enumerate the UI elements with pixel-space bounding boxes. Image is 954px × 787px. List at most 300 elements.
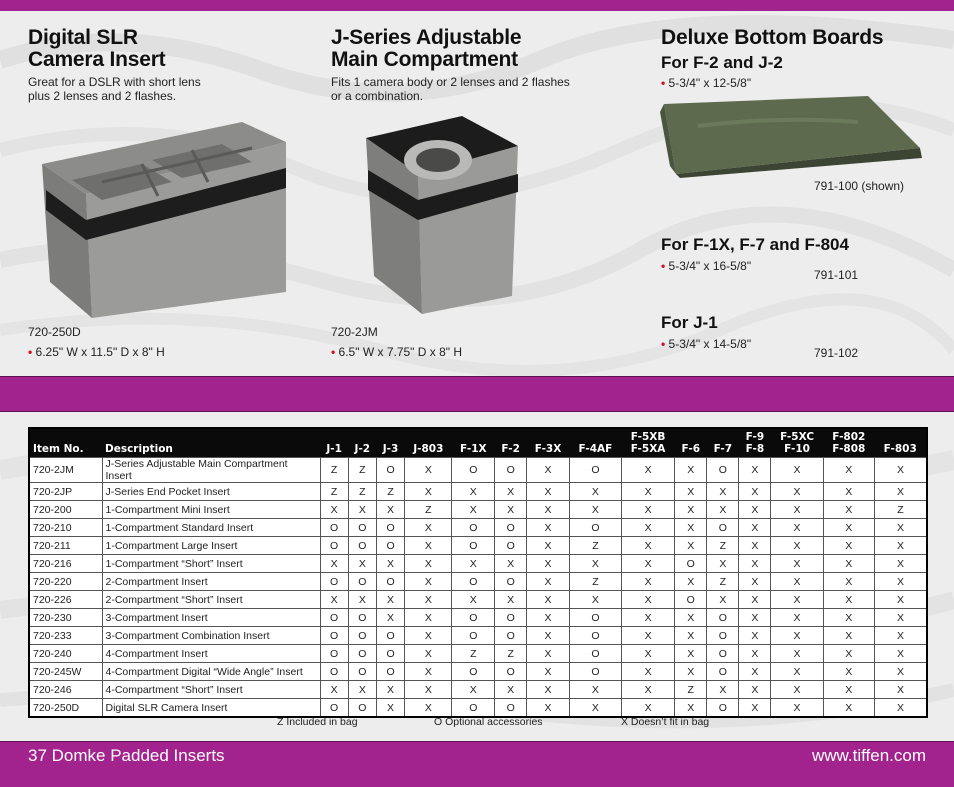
description-cell: 1-Compartment Standard Insert xyxy=(102,519,320,537)
fit-cell: X xyxy=(874,483,927,501)
fit-cell: X xyxy=(823,555,874,573)
fit-cell: X xyxy=(739,609,771,627)
fit-cell: X xyxy=(771,627,823,645)
fit-cell: X xyxy=(675,663,707,681)
description-cell: 3-Compartment Insert xyxy=(102,609,320,627)
boards-j1-code: 791-102 xyxy=(814,346,859,360)
fit-cell: X xyxy=(874,537,927,555)
item-number-cell: 720-233 xyxy=(29,627,102,645)
column-header: F-802 F-808 xyxy=(832,431,866,455)
fit-cell: X xyxy=(707,555,739,573)
fit-cell: O xyxy=(348,663,376,681)
fit-cell: O xyxy=(376,663,404,681)
fit-cell: X xyxy=(823,645,874,663)
fit-cell: O xyxy=(452,699,495,718)
fit-cell: O xyxy=(495,573,527,591)
fit-cell: X xyxy=(771,555,823,573)
fit-cell: X xyxy=(569,591,621,609)
fit-cell: X xyxy=(771,699,823,718)
fit-cell: X xyxy=(621,537,674,555)
fit-cell: O xyxy=(707,699,739,718)
column-header: F-7 xyxy=(713,443,733,455)
fit-cell: O xyxy=(707,645,739,663)
fit-cell: X xyxy=(621,627,674,645)
fit-cell: X xyxy=(874,681,927,699)
fit-cell: X xyxy=(675,627,707,645)
fit-cell: X xyxy=(675,699,707,718)
fit-cell: O xyxy=(707,609,739,627)
fit-cell: X xyxy=(405,483,452,501)
fit-cell: X xyxy=(739,699,771,718)
table-row xyxy=(29,555,927,573)
description-cell: 4-Compartment Insert xyxy=(102,645,320,663)
fit-cell: X xyxy=(621,663,674,681)
fit-cell: X xyxy=(452,555,495,573)
table-row xyxy=(29,645,927,663)
item-number-cell: 720-216 xyxy=(29,555,102,573)
fit-cell: X xyxy=(739,591,771,609)
table-row xyxy=(29,573,927,591)
fit-cell: O xyxy=(495,458,527,483)
fit-cell: X xyxy=(739,483,771,501)
boards-f2-title: For F-2 and J-2 xyxy=(661,53,783,72)
fit-cell: X xyxy=(452,591,495,609)
fit-cell: O xyxy=(348,699,376,718)
fit-cell: X xyxy=(376,681,404,699)
fit-cell: O xyxy=(348,537,376,555)
fit-cell: X xyxy=(405,458,452,483)
boards-j1-dimensions: • 5-3/4" x 14-5/8" xyxy=(661,337,752,351)
column-header: F-3X xyxy=(534,443,562,455)
fit-cell: X xyxy=(823,663,874,681)
description-cell: 2-Compartment Insert xyxy=(102,573,320,591)
fit-cell: X xyxy=(823,699,874,718)
fit-cell: O xyxy=(376,627,404,645)
column-header: J-2 xyxy=(354,443,371,455)
fit-cell: X xyxy=(527,699,570,718)
fit-cell: O xyxy=(320,519,348,537)
fit-cell: X xyxy=(675,483,707,501)
fit-cell: X xyxy=(771,681,823,699)
fit-cell: O xyxy=(320,609,348,627)
fit-cell: X xyxy=(405,699,452,718)
fit-cell: X xyxy=(376,609,404,627)
fit-cell: O xyxy=(348,627,376,645)
fit-cell: X xyxy=(621,609,674,627)
dslr-item-code: 720-250D xyxy=(28,325,81,339)
fit-cell: X xyxy=(405,573,452,591)
fit-cell: X xyxy=(405,537,452,555)
fit-cell: X xyxy=(739,555,771,573)
boards-f2-dimensions: • 5-3/4" x 12-5/8" xyxy=(661,76,752,90)
description-cell: 3-Compartment Combination Insert xyxy=(102,627,320,645)
fit-cell: X xyxy=(874,573,927,591)
legend-doesnt-fit: X Doesn’t fit in bag xyxy=(621,716,710,728)
bullet-dot: • xyxy=(28,345,33,359)
fit-cell: X xyxy=(527,609,570,627)
fit-cell: X xyxy=(320,591,348,609)
fit-cell: X xyxy=(527,501,570,519)
fit-cell: X xyxy=(675,537,707,555)
jseries-title: J-Series Adjustable Main Compartment xyxy=(331,26,522,71)
description-cell: J-Series End Pocket Insert xyxy=(102,483,320,501)
fit-cell: X xyxy=(452,501,495,519)
fit-cell: X xyxy=(823,591,874,609)
fit-cell: X xyxy=(621,501,674,519)
fit-cell: O xyxy=(707,458,739,483)
table-row xyxy=(29,501,927,519)
fit-cell: X xyxy=(823,519,874,537)
fit-cell: X xyxy=(495,681,527,699)
fit-cell: X xyxy=(739,681,771,699)
fit-cell: O xyxy=(376,573,404,591)
fit-cell: Z xyxy=(348,483,376,501)
fit-cell: X xyxy=(527,555,570,573)
fit-cell: X xyxy=(621,591,674,609)
jseries-item-code: 720-2JM xyxy=(331,325,378,339)
fit-cell: X xyxy=(376,699,404,718)
column-header: J-1 xyxy=(326,443,342,455)
description-cell: Digital SLR Camera Insert xyxy=(102,699,320,718)
fit-cell: X xyxy=(621,645,674,663)
fit-cell: O xyxy=(569,663,621,681)
dslr-title-line2: Camera Insert xyxy=(28,48,166,71)
fit-cell: O xyxy=(452,663,495,681)
fit-cell: X xyxy=(771,501,823,519)
fit-cell: O xyxy=(495,663,527,681)
fit-cell: O xyxy=(495,699,527,718)
boards-title: Deluxe Bottom Boards xyxy=(661,26,884,49)
fit-cell: Z xyxy=(405,501,452,519)
fit-cell: X xyxy=(527,681,570,699)
fit-cell: X xyxy=(707,483,739,501)
fit-cell: X xyxy=(675,501,707,519)
fit-cell: Z xyxy=(707,573,739,591)
fit-cell: X xyxy=(823,537,874,555)
fit-cell: X xyxy=(675,458,707,483)
item-number-cell: 720-240 xyxy=(29,645,102,663)
fit-cell: X xyxy=(675,645,707,663)
fit-cell: X xyxy=(823,483,874,501)
column-header: J-3 xyxy=(382,443,399,455)
fit-cell: X xyxy=(405,609,452,627)
column-header: Description xyxy=(105,443,173,455)
fit-cell: X xyxy=(569,699,621,718)
fit-cell: X xyxy=(739,537,771,555)
description-cell: 1-Compartment Mini Insert xyxy=(102,501,320,519)
fit-cell: X xyxy=(874,591,927,609)
fit-cell: O xyxy=(495,537,527,555)
fit-cell: X xyxy=(527,537,570,555)
table-row xyxy=(29,663,927,681)
fit-cell: X xyxy=(527,519,570,537)
fit-cell: Z xyxy=(376,483,404,501)
column-header: F-4AF xyxy=(578,443,613,455)
fit-cell: X xyxy=(771,591,823,609)
fit-cell: X xyxy=(569,483,621,501)
fit-cell: X xyxy=(348,501,376,519)
description-cell: 2-Compartment “Short” Insert xyxy=(102,591,320,609)
jseries-dimensions: • 6.5" W x 7.75" D x 8" H xyxy=(331,345,463,359)
fit-cell: O xyxy=(495,609,527,627)
table-row xyxy=(29,699,927,718)
fit-cell: X xyxy=(675,519,707,537)
dslr-title-line1: Digital SLR xyxy=(28,26,138,49)
item-number-cell: 720-220 xyxy=(29,573,102,591)
fit-cell: O xyxy=(376,645,404,663)
fit-cell: Z xyxy=(495,645,527,663)
fit-cell: X xyxy=(675,573,707,591)
fit-cell: X xyxy=(320,681,348,699)
item-number-cell: 720-246 xyxy=(29,681,102,699)
table-header-row xyxy=(29,428,927,458)
fit-cell: O xyxy=(569,627,621,645)
fit-cell: O xyxy=(320,699,348,718)
fit-cell: O xyxy=(320,645,348,663)
fit-cell: X xyxy=(874,555,927,573)
fit-cell: O xyxy=(495,519,527,537)
fit-cell: X xyxy=(874,645,927,663)
item-number-cell: 720-210 xyxy=(29,519,102,537)
fit-cell: O xyxy=(675,555,707,573)
fit-cell: X xyxy=(739,573,771,591)
fit-cell: O xyxy=(320,537,348,555)
fit-cell: X xyxy=(771,483,823,501)
boards-f1x-dimensions: • 5-3/4" x 16-5/8" xyxy=(661,259,752,273)
description-cell: J-Series Adjustable Main Compartment Insert xyxy=(102,458,320,483)
fit-cell: X xyxy=(405,645,452,663)
fit-cell: X xyxy=(527,645,570,663)
fit-cell: X xyxy=(527,591,570,609)
fit-cell: X xyxy=(621,699,674,718)
compatibility-table xyxy=(28,427,928,718)
fit-cell: X xyxy=(823,609,874,627)
jseries-insert-photo xyxy=(362,116,522,316)
fit-cell: X xyxy=(874,458,927,483)
fit-cell: O xyxy=(452,458,495,483)
fit-cell: X xyxy=(739,458,771,483)
fit-cell: X xyxy=(874,609,927,627)
fit-cell: X xyxy=(621,555,674,573)
fit-cell: X xyxy=(452,483,495,501)
item-number-cell: 720-211 xyxy=(29,537,102,555)
item-number-cell: 720-245W xyxy=(29,663,102,681)
fit-cell: X xyxy=(739,501,771,519)
footer-page-title: 37 Domke Padded Inserts xyxy=(28,746,225,765)
fit-cell: O xyxy=(452,609,495,627)
description-cell: 1-Compartment Large Insert xyxy=(102,537,320,555)
fit-cell: O xyxy=(452,537,495,555)
fit-cell: X xyxy=(739,519,771,537)
description-cell: 1-Compartment “Short” Insert xyxy=(102,555,320,573)
fit-cell: O xyxy=(452,627,495,645)
table-row xyxy=(29,519,927,537)
fit-cell: O xyxy=(348,609,376,627)
fit-cell: X xyxy=(405,627,452,645)
fit-cell: X xyxy=(771,645,823,663)
bottom-board-photo xyxy=(658,96,924,178)
fit-cell: Z xyxy=(320,483,348,501)
table-row xyxy=(29,681,927,699)
fit-cell: X xyxy=(405,663,452,681)
footer-website-link[interactable]: www.tiffen.com xyxy=(811,746,926,765)
table-row xyxy=(29,591,927,609)
jseries-description: Fits 1 camera body or 2 lenses and 2 flashes or a combination. xyxy=(331,75,570,103)
fit-cell: Z xyxy=(569,573,621,591)
column-header: F-1X xyxy=(460,443,487,455)
item-number-cell: 720-230 xyxy=(29,609,102,627)
fit-cell: X xyxy=(874,663,927,681)
fit-cell: O xyxy=(569,609,621,627)
fit-cell: X xyxy=(739,645,771,663)
fit-cell: X xyxy=(823,681,874,699)
item-number-cell: 720-250D xyxy=(29,699,102,718)
fit-cell: O xyxy=(348,645,376,663)
fit-cell: O xyxy=(348,519,376,537)
fit-cell: O xyxy=(569,519,621,537)
fit-cell: X xyxy=(823,458,874,483)
table-row xyxy=(29,609,927,627)
fit-cell: X xyxy=(405,681,452,699)
fit-cell: X xyxy=(621,573,674,591)
fit-cell: Z xyxy=(874,501,927,519)
fit-cell: X xyxy=(527,573,570,591)
fit-cell: X xyxy=(495,591,527,609)
fit-cell: O xyxy=(495,627,527,645)
fit-cell: X xyxy=(675,609,707,627)
fit-cell: X xyxy=(495,555,527,573)
item-number-cell: 720-2JP xyxy=(29,483,102,501)
fit-cell: X xyxy=(405,519,452,537)
fit-cell: X xyxy=(823,501,874,519)
fit-cell: Z xyxy=(320,458,348,483)
column-header: F-803 xyxy=(883,443,917,455)
fit-cell: X xyxy=(771,663,823,681)
fit-cell: X xyxy=(707,501,739,519)
legend-optional: O Optional accessories xyxy=(434,716,543,728)
fit-cell: O xyxy=(452,573,495,591)
fit-cell: X xyxy=(874,627,927,645)
fit-cell: X xyxy=(376,501,404,519)
fit-cell: X xyxy=(621,681,674,699)
middle-band xyxy=(0,376,954,412)
fit-cell: X xyxy=(495,501,527,519)
fit-cell: Z xyxy=(675,681,707,699)
fit-cell: X xyxy=(405,555,452,573)
fit-cell: O xyxy=(376,537,404,555)
fit-cell: X xyxy=(874,519,927,537)
boards-j1-title: For J-1 xyxy=(661,313,718,332)
fit-cell: X xyxy=(527,458,570,483)
fit-cell: X xyxy=(348,555,376,573)
dslr-insert-photo xyxy=(32,122,288,322)
fit-cell: X xyxy=(707,591,739,609)
fit-cell: X xyxy=(452,681,495,699)
fit-cell: Z xyxy=(348,458,376,483)
fit-cell: X xyxy=(739,627,771,645)
fit-cell: X xyxy=(320,501,348,519)
fit-cell: X xyxy=(823,573,874,591)
table-row xyxy=(29,627,927,645)
fit-cell: O xyxy=(569,458,621,483)
boards-f2-code: 791-100 (shown) xyxy=(814,179,905,193)
column-header: J-803 xyxy=(413,443,444,455)
fit-cell: X xyxy=(621,519,674,537)
fit-cell: X xyxy=(405,591,452,609)
fit-cell: O xyxy=(320,627,348,645)
fit-cell: X xyxy=(376,591,404,609)
column-header: F-6 xyxy=(681,443,701,455)
fit-cell: X xyxy=(874,699,927,718)
fit-cell: X xyxy=(739,663,771,681)
table-row xyxy=(29,483,927,501)
fit-cell: X xyxy=(771,537,823,555)
fit-cell: X xyxy=(348,681,376,699)
item-number-cell: 720-2JM xyxy=(29,458,102,483)
boards-f1x-title: For F-1X, F-7 and F-804 xyxy=(661,235,849,254)
fit-cell: X xyxy=(348,591,376,609)
description-cell: 4-Compartment Digital “Wide Angle” Insert xyxy=(102,663,320,681)
fit-cell: O xyxy=(707,519,739,537)
table-body xyxy=(29,458,927,718)
fit-cell: O xyxy=(320,573,348,591)
column-header: Item No. xyxy=(33,443,84,455)
fit-cell: X xyxy=(495,483,527,501)
fit-cell: X xyxy=(771,519,823,537)
fit-cell: O xyxy=(320,663,348,681)
top-band xyxy=(0,0,954,11)
column-header: F-5XC F-10 xyxy=(780,431,815,455)
fit-cell: O xyxy=(569,645,621,663)
fit-cell: X xyxy=(771,573,823,591)
fit-cell: Z xyxy=(569,537,621,555)
fit-cell: X xyxy=(569,501,621,519)
dslr-dimensions: • 6.25" W x 11.5" D x 8" H xyxy=(28,345,165,359)
fit-cell: X xyxy=(569,681,621,699)
fit-cell: X xyxy=(621,458,674,483)
fit-cell: O xyxy=(452,519,495,537)
item-number-cell: 720-200 xyxy=(29,501,102,519)
fit-cell: X xyxy=(771,609,823,627)
column-header: F-5XB F-5XA xyxy=(630,431,666,455)
column-header: F-9 F-8 xyxy=(745,431,765,455)
fit-cell: X xyxy=(569,555,621,573)
fit-cell: O xyxy=(707,627,739,645)
legend-included: Z Included in bag xyxy=(277,716,358,728)
fit-cell: Z xyxy=(452,645,495,663)
fit-cell: O xyxy=(376,458,404,483)
table-row xyxy=(29,458,927,483)
fit-cell: X xyxy=(771,458,823,483)
fit-cell: X xyxy=(527,627,570,645)
column-header: F-2 xyxy=(501,443,520,455)
fit-cell: O xyxy=(675,591,707,609)
fit-cell: X xyxy=(707,681,739,699)
fit-cell: X xyxy=(621,483,674,501)
fit-cell: X xyxy=(376,555,404,573)
dslr-title xyxy=(28,27,165,71)
boards-f1x-code: 791-101 xyxy=(814,268,859,282)
item-number-cell: 720-226 xyxy=(29,591,102,609)
table-row xyxy=(29,537,927,555)
fit-cell: O xyxy=(707,663,739,681)
fit-cell: X xyxy=(823,627,874,645)
fit-cell: X xyxy=(320,555,348,573)
fit-cell: O xyxy=(376,519,404,537)
dslr-description: Great for a DSLR with short lens plus 2 lenses and 2 flashes. xyxy=(28,75,201,103)
fit-cell: X xyxy=(527,663,570,681)
description-cell: 4-Compartment “Short” Insert xyxy=(102,681,320,699)
